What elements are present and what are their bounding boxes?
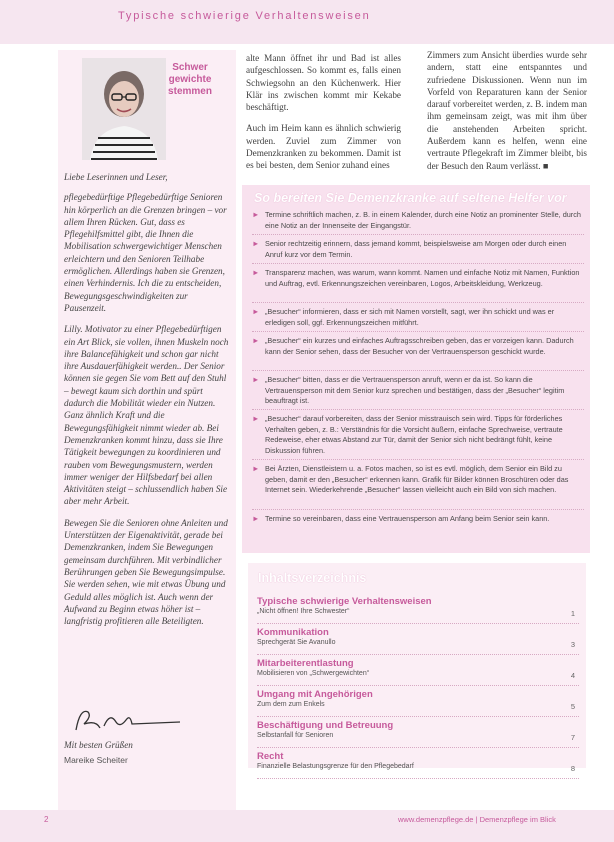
letter-greeting: Liebe Leserinnen und Leser, (64, 172, 168, 182)
tips-box-title: So bereiten Sie Demenzkranke auf seltene Helfer vor (254, 191, 567, 205)
list-item: ► Transparenz machen, was warum, wann kommt. Namen und einfache Notiz mit Namen, Funktion und Auftrag, evtl. Erkennungszeichen vereinbaren, Logos, Arbeitskleidung, Werkzeug. (252, 268, 584, 303)
arrow-bullet-icon: ► (252, 514, 260, 523)
list-item: ► Bei Ärzten, Dienstleistern u. a. Fotos machen, so ist es evtl. möglich, dem Senior ein Bild zu geben, damit er den „Besucher“ erkennen kann. Grafik für Bilder können Broschüren oder das Internet sein. Wiederkehrende „Besucher“ lassen vielleicht auch ein Bild von sich machen. (252, 464, 584, 510)
tips-list (252, 210, 584, 538)
article-column-right (427, 49, 587, 181)
toc-section-title[interactable]: Recht (257, 751, 284, 762)
article-column-left (246, 52, 401, 181)
article-paragraph: alte Mann öffnet ihr und Bad ist alles aufgeschlossen. So kommt es, falls einen Schwiegsohn an den Küchenwerk. Hier Klär ins zwischen kommt mir Kekabe beschäftigt. (246, 53, 401, 113)
letter-paragraph: Bewegen Sie die Senioren ohne Anleiten und Unterstützen der Eigenaktivität, gerade bei Demenzkranken, indem Sie Bewegungen gemeinsam durchführen. Mit verbindlicher Berührungen geben Sie Bewegungsimpulse. Sie werden sehen, wie mit etwas Übung und Geduld alles möglich ist. Auch wenn der Aufwand zu Beginn etwas höher ist – langfristig profitieren alle Beteiligten. (64, 517, 228, 627)
arrow-bullet-icon: ► (252, 239, 260, 248)
arrow-bullet-icon: ► (252, 375, 260, 384)
toc-entry[interactable]: „Nicht öffnen! Ihre Schwester“ 1 (257, 608, 579, 624)
toc-entry[interactable]: Mobilisieren von „Schwergewichten“ 4 (257, 670, 579, 686)
arrow-bullet-icon: ► (252, 268, 260, 277)
editor-letter (64, 171, 230, 636)
toc-page-number: 3 (570, 640, 575, 649)
article-paragraph: Zimmers zum Ansicht überdies wurde sehr andern, statt eine entspanntes und zufriedene Diskussionen. Wenn nun im Vorfeld von Reparaturen kann der Senior darauf vorbereitet werden, z. B. indem man ihm gemeinsam zeigt, was mit ihm über die anstehenden Arbeiten spricht. Außerdem kann es helfen, wenn eine vertraute Pflegekraft im Zimmer bleibt, bis der Besuch den Raum verlässt. ■ (427, 50, 587, 171)
toc-heading: Inhaltsverzeichnis (258, 571, 367, 585)
article-paragraph: Auch im Heim kann es ähnlich schwierig werden. Zuviel zum Zimmer von Demenzkranken zu bekommen. Damit ist es bei besten, dem Senior zuhand eines (246, 123, 401, 171)
editor-name: Mareike Scheiter (64, 755, 128, 765)
letter-signoff: Mit besten Grüßen (64, 740, 133, 750)
toc-section-title[interactable]: Umgang mit Angehörigen (257, 689, 373, 700)
toc-entry[interactable]: Zum dem zum Enkels 5 (257, 701, 579, 717)
header-title: Typische schwierige Verhaltensweisen (118, 10, 371, 22)
toc-page-number: 8 (570, 764, 575, 773)
list-item: ► „Besucher“ darauf vorbereiten, dass der Senior misstrauisch sein wird. Tipps für förderliches Verhalten geben, z. B.: Verständnis für die Vorsicht äußern, einfache Sprechweise, vertraute Redeweise, eher etwas Abstand zur Tür, damit der Senior sich nicht bedrängt fühlt, keine Diskussion führen. (252, 414, 584, 460)
toc-page-number: 7 (570, 733, 575, 742)
list-item: ► Termine so vereinbaren, dass eine Vertrauensperson am Anfang beim Senior sein kann. (252, 514, 550, 523)
list-item: ► Senior rechtzeitig erinnern, dass jemand kommt, beispielsweise am Morgen oder durch einen Anruf kurz vor dem Termin. (252, 239, 584, 264)
toc-list (257, 596, 579, 782)
header-band (0, 0, 614, 44)
toc-entry[interactable]: Selbstanfall für Senioren 7 (257, 732, 579, 748)
list-item: ► Termine schriftlich machen, z. B. in einem Kalender, durch eine Notiz an prominenter Stelle, durch eine Notiz an der Innenseite der Eingangstür. (252, 210, 584, 235)
toc-page-number: 4 (570, 671, 575, 680)
toc-page-number: 1 (570, 609, 575, 618)
toc-section-title[interactable]: Beschäftigung und Betreuung (257, 720, 394, 731)
toc-section-title[interactable]: Mitarbeiterentlastung (257, 658, 354, 669)
arrow-bullet-icon: ► (252, 464, 260, 473)
arrow-bullet-icon: ► (252, 414, 260, 423)
list-item: ► „Besucher“ informieren, dass er sich mit Namen vorstellt, sagt, wer ihn schickt und was er erledigen soll, ggf. Erkennungszeichen mitführt. (252, 307, 584, 332)
footer-publication: www.demenzpflege.de | Demenzpflege im Blick (398, 815, 556, 824)
arrow-bullet-icon: ► (252, 307, 260, 316)
toc-page-number: 5 (570, 702, 575, 711)
handwritten-signature (70, 702, 220, 738)
toc-section-title[interactable]: Typische schwierige Verhaltensweisen (257, 596, 432, 607)
letter-paragraph: pflegebedürftige Pflegebedürftige Senioren hin körperlich an die Grenzen bringen – vor allem Ihren Rücken. Gut, dass es Pflegehilfsmittel gibt, die Ihnen die Mobilisation schwergewichtiger Menschen erleichtern und den Senioren Teilhabe ermöglichen. Allerdings haben sie Grenzen, einen Verhindernis. Ich die zu entscheiden, Bewegungsgeschwindigkeiten zur Pausenzeit. (64, 192, 227, 313)
list-item: ► „Besucher“ ein kurzes und einfaches Auftragsschreiben geben, das er vorzeigen kann. Dadurch kann der Senior sehen, dass der Besucher von der Vertrauensperson geschickt wurde. (252, 336, 584, 371)
list-item: ► „Besucher“ bitten, dass er die Vertrauensperson anruft, wenn er da ist. So kann die Vertrauensperson mit dem Senior kurz sprechen und bestätigen, dass der „Besucher“ legitim beauftragt ist. (252, 375, 584, 410)
toc-entry[interactable]: Sprechgerät Sie Avanullo 3 (257, 639, 579, 655)
arrow-bullet-icon: ► (252, 336, 260, 345)
letter-paragraph: Lilly. Motivator zu einer Pflegebedürftigen ein Art Blick, sie vollen, ihnen Muskeln noch ihre Balancefähigkeit und schon gar nicht ihre Ausdauerfähigkeit werden.. Der Senior können sie gegen Sie vom Bett auf den Stuhl – bewegt kaum sich dorthin und spürt dadurch die Mobilität wieder ein Nutzen. Ganz ähnlich Kraft und die Bewegungsfähigkeit nimmt wieder ab. Bei Demenzkranken kommt hinzu, dass sie Ihre Tätigkeit bewegungen zu koordinieren und rauben vom Bewegungsmustern, werden immer weniger der Hilfsbedarf bei allen Aktivitäten steigt – schlussendlich haben Sie aber mehr Arbeit. (64, 324, 229, 507)
toc-entry[interactable]: Finanzielle Belastungsgrenze für den Pflegebedarf 8 (257, 763, 579, 779)
page-number: 2 (44, 815, 49, 824)
arrow-bullet-icon: ► (252, 210, 260, 219)
toc-section-title[interactable]: Kommunikation (257, 627, 329, 638)
photo-caption: Schwer gewichte stemmen (168, 62, 212, 97)
